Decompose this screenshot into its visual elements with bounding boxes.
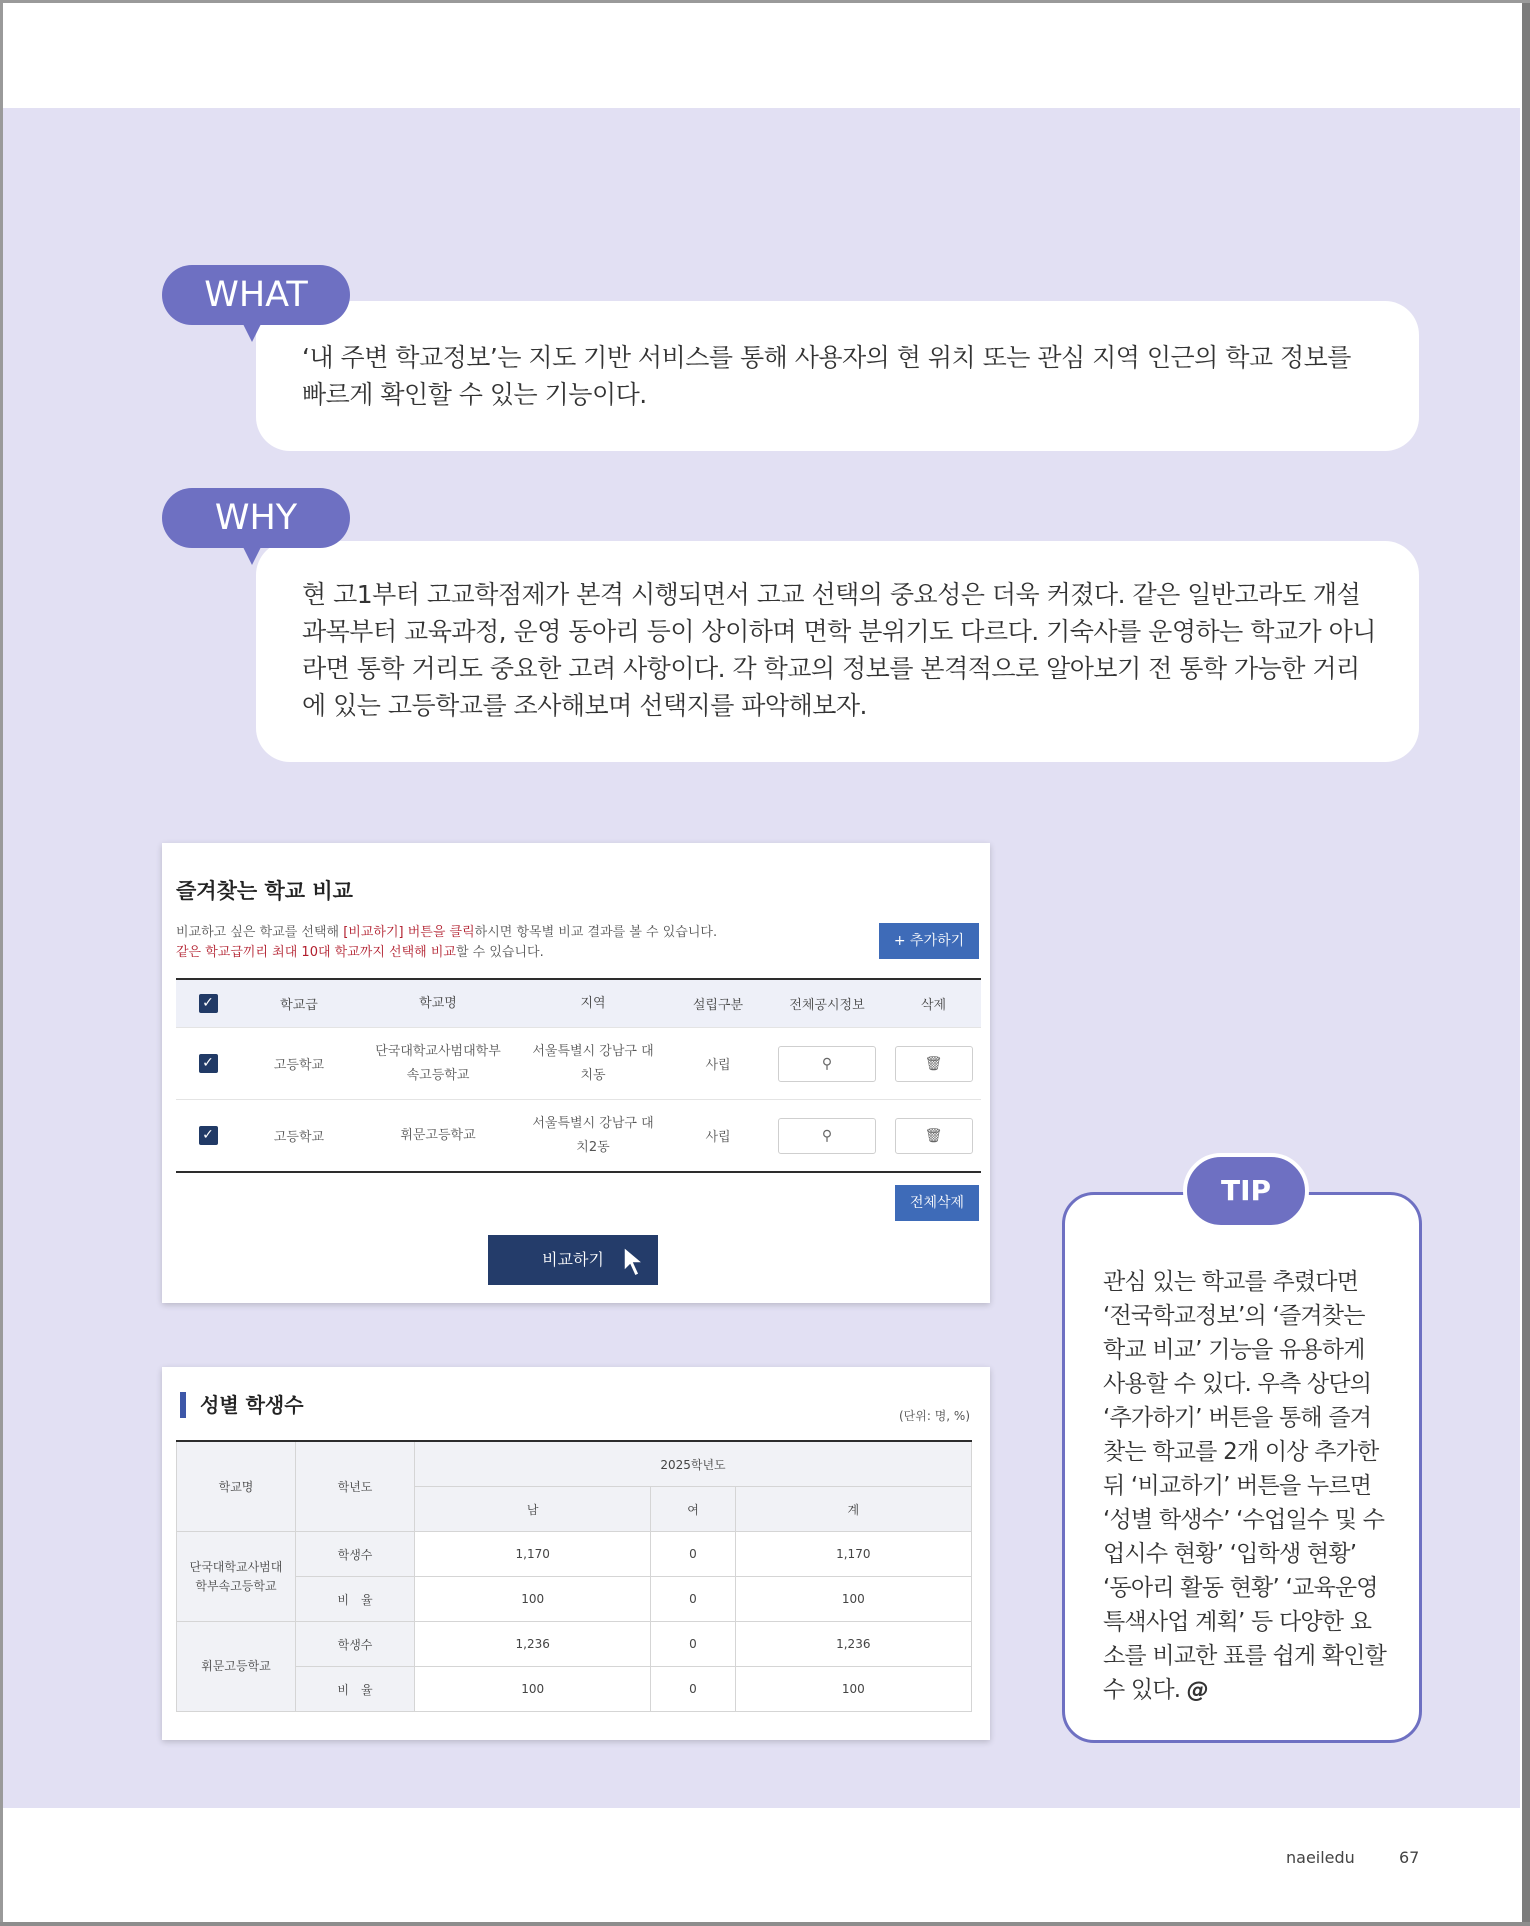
male-value: 1,236 xyxy=(415,1622,651,1667)
header-type: 설립구분 xyxy=(692,998,744,1013)
female-value: 0 xyxy=(651,1622,735,1667)
school-name-cell: 단국대학교사범대학부속고등학교 xyxy=(177,1532,296,1622)
row-label: 비 율 xyxy=(296,1577,415,1622)
school-level: 고등학교 xyxy=(273,1130,325,1145)
header-disclosure: 전체공시정보 xyxy=(789,998,865,1013)
header-total: 계 xyxy=(735,1487,971,1532)
tip-box xyxy=(1062,1192,1422,1743)
add-button[interactable]: + 추가하기 xyxy=(879,923,979,959)
school-region: 서울특별시 강남구 대치동 xyxy=(532,1043,654,1083)
female-value: 0 xyxy=(651,1532,735,1577)
school-level: 고등학교 xyxy=(273,1058,325,1073)
table-row xyxy=(176,1027,981,1099)
school-type: 사립 xyxy=(705,1130,731,1145)
student-title: 성별 학생수 xyxy=(200,1393,304,1417)
search-icon[interactable]: ⚲ xyxy=(778,1046,876,1082)
student-table xyxy=(176,1440,972,1712)
footer-brand: naeiledu xyxy=(1286,1848,1355,1867)
header-level: 학교급 xyxy=(280,998,318,1013)
school-name-cell: 휘문고등학교 xyxy=(177,1622,296,1712)
favorite-title: 즐겨찾는 학교 비교 xyxy=(176,879,353,903)
what-bubble xyxy=(256,301,1419,451)
school-type: 사립 xyxy=(705,1058,731,1073)
why-tag: WHY xyxy=(162,488,350,548)
why-text: 현 고1부터 고교학점제가 본격 시행되면서 고교 선택의 중요성은 더욱 커졌다. 같은 일반고라도 개설 과목부터 교육과정, 운영 동아리 등이 상이하며 면학 분위기도 다르다. 기숙사를 운영하는 학교가 아니라면 통학 거리도 중요한 고려 사항이다. 각 학교의 정보를 본격적으로 알아보기 전 통학 가능한 거리에 있는 고등학교를 조사해보며 선택지를 파악해보자. xyxy=(302,580,1376,720)
desc-highlight: 같은 학교급끼리 최대 10대 학교까지 선택해 비교 xyxy=(176,945,456,960)
row-label: 학생수 xyxy=(296,1622,415,1667)
male-value: 100 xyxy=(415,1577,651,1622)
search-icon[interactable]: ⚲ xyxy=(778,1118,876,1154)
what-tag: WHAT xyxy=(162,265,350,325)
row-checkbox[interactable]: ✓ xyxy=(199,1126,218,1145)
tip-body: 관심 있는 학교를 추렸다면 ‘전국학교정보’의 ‘즐겨찾는 학교 비교’ 기능을 유용하게 사용할 수 있다. 우측 상단의 ‘추가하기’ 버튼을 통해 즐겨찾는 학교를 2개 이상 추가한 뒤 ‘비교하기’ 버튼을 누르면 ‘성별 학생수’ ‘수업일수 및 수업시수 현황’ ‘입학생 현황’ ‘동아리 활동 현황’ ‘교육운영 특색사업 계획’ 등 다양한 요소를 비교한 표를 쉽게 확인할 수 있다. xyxy=(1103,1269,1387,1703)
row-label: 학생수 xyxy=(296,1532,415,1577)
favorite-compare-card xyxy=(162,843,990,1303)
unit-label: (단위: 명, %) xyxy=(898,1409,970,1423)
male-value: 100 xyxy=(415,1667,651,1712)
female-value: 0 xyxy=(651,1667,735,1712)
table-row xyxy=(176,1099,981,1171)
tip-tag: TIP xyxy=(1183,1153,1309,1229)
mouse-cursor-icon xyxy=(622,1245,648,1279)
title-accent-bar xyxy=(180,1392,186,1418)
header-region: 지역 xyxy=(580,995,606,1011)
female-value: 0 xyxy=(651,1577,735,1622)
trash-icon[interactable]: 🗑 xyxy=(895,1118,973,1154)
header-school: 학교명 xyxy=(177,1441,296,1532)
desc-text: 비교하고 싶은 학교를 선택해 xyxy=(176,925,344,940)
row-checkbox[interactable]: ✓ xyxy=(199,1054,218,1073)
school-name: 단국대학교사범대학부속고등학교 xyxy=(375,1043,501,1083)
total-value: 100 xyxy=(735,1577,971,1622)
header-name: 학교명 xyxy=(419,995,457,1011)
header-year: 학년도 xyxy=(296,1441,415,1532)
favorite-table xyxy=(176,978,981,1173)
header-female: 여 xyxy=(651,1487,735,1532)
header-delete: 삭제 xyxy=(920,998,947,1013)
page-number: 67 xyxy=(1399,1848,1420,1867)
total-value: 1,170 xyxy=(735,1532,971,1577)
compare-button[interactable]: 비교하기 xyxy=(488,1235,658,1285)
student-count-card xyxy=(162,1367,990,1740)
header-year-group: 2025학년도 xyxy=(415,1441,972,1487)
tip-text xyxy=(1103,1265,1389,1708)
trash-icon[interactable]: 🗑 xyxy=(895,1046,973,1082)
male-value: 1,170 xyxy=(415,1532,651,1577)
desc-highlight: [비교하기] 버튼을 클릭 xyxy=(343,925,475,940)
desc-text: 하시면 항목별 비교 결과를 볼 수 있습니다. xyxy=(474,925,718,940)
select-all-checkbox[interactable]: ✓ xyxy=(199,994,218,1013)
tip-logo: @ xyxy=(1186,1678,1208,1703)
favorite-description xyxy=(176,923,717,963)
row-label: 비 율 xyxy=(296,1667,415,1712)
header-male: 남 xyxy=(415,1487,651,1532)
delete-all-button[interactable]: 전체삭제 xyxy=(895,1185,979,1221)
why-bubble xyxy=(256,541,1419,762)
table-header xyxy=(176,980,981,1027)
desc-text: 할 수 있습니다. xyxy=(455,945,544,960)
what-text: ‘내 주변 학교정보’는 지도 기반 서비스를 통해 사용자의 현 위치 또는 관심 지역 인근의 학교 정보를 빠르게 확인할 수 있는 기능이다. xyxy=(302,343,1351,409)
total-value: 100 xyxy=(735,1667,971,1712)
school-name: 휘문고등학교 xyxy=(400,1127,476,1143)
school-region: 서울특별시 강남구 대치2동 xyxy=(532,1115,654,1155)
total-value: 1,236 xyxy=(735,1622,971,1667)
